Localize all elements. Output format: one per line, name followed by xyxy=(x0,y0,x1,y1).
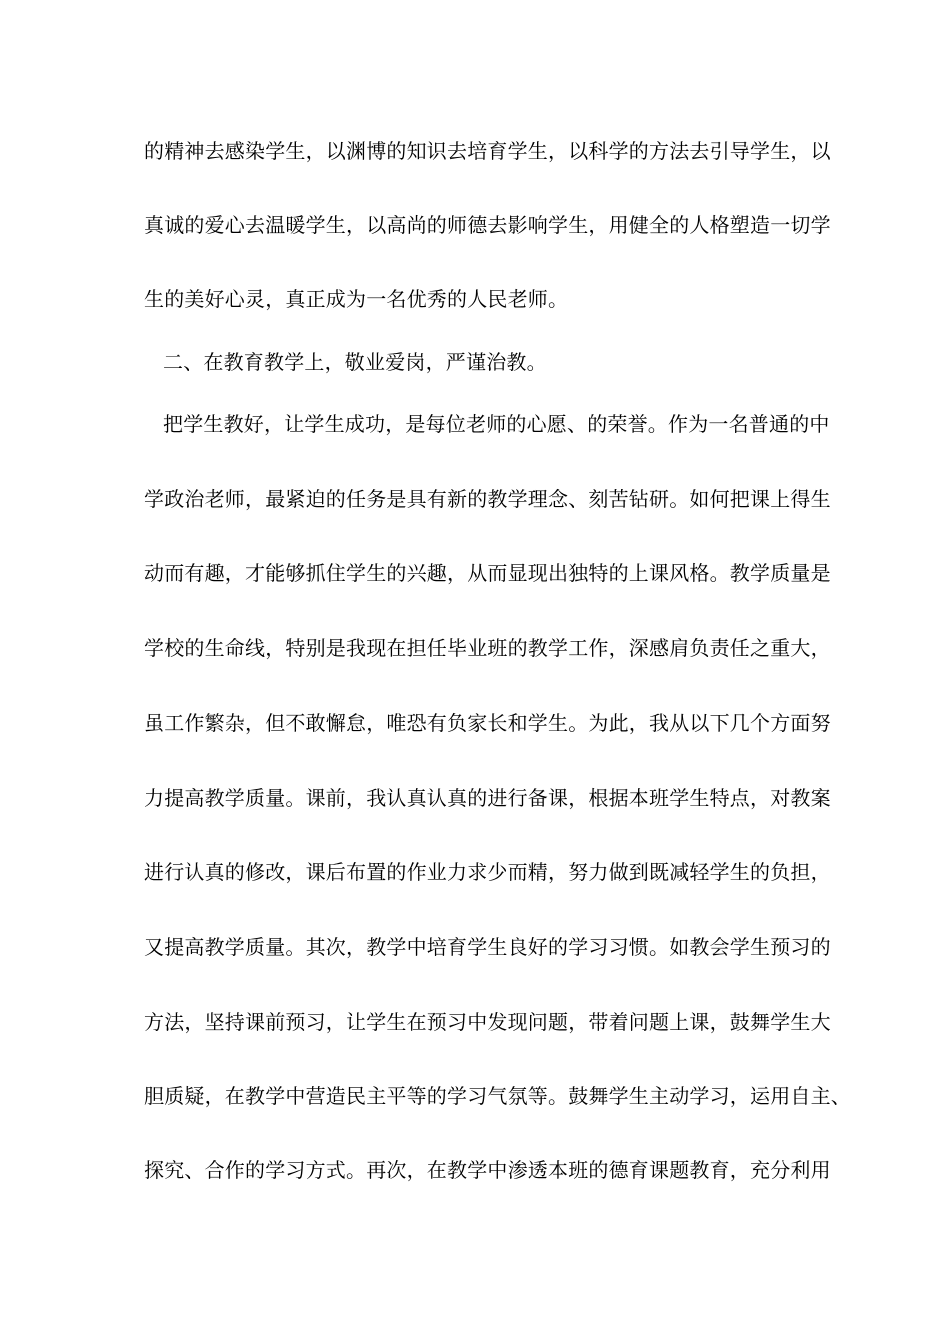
text-line-11: 进行认真的修改，课后布置的作业力求少而精，努力做到既减轻学生的负担， xyxy=(144,860,831,884)
text-line-2: 真诚的爱心去温暖学生，以高尚的师德去影响学生，用健全的人格塑造一切学 xyxy=(144,213,831,237)
text-line-7: 动而有趣，才能够抓住学生的兴趣，从而显现出独特的上课风格。教学质量是 xyxy=(144,561,831,585)
section-heading: 二、在教育教学上，敬业爱岗，严谨治教。 xyxy=(163,350,547,374)
text-line-14: 胆质疑，在教学中营造民主平等的学习气氛等。鼓舞学生主动学习，运用自主、 xyxy=(144,1084,851,1108)
text-line-12: 又提高教学质量。其次，教学中培育学生良好的学习习惯。如教会学生预习的 xyxy=(144,935,831,959)
text-line-8: 学校的生命线，特别是我现在担任毕业班的教学工作，深感肩负责任之重大， xyxy=(144,636,831,660)
text-line-9: 虽工作繁杂，但不敢懈怠，唯恐有负家长和学生。为此，我从以下几个方面努 xyxy=(144,711,831,735)
text-line-3: 生的美好心灵，真正成为一名优秀的人民老师。 xyxy=(144,287,569,311)
text-line-1: 的精神去感染学生，以渊博的知识去培育学生，以科学的方法去引导学生，以 xyxy=(144,139,831,163)
text-line-6: 学政治老师，最紧迫的任务是具有新的教学理念、刻苦钻研。如何把课上得生 xyxy=(144,487,831,511)
text-line-10: 力提高教学质量。课前，我认真认真的进行备课，根据本班学生特点，对教案 xyxy=(144,786,831,810)
text-line-13: 方法，坚持课前预习，让学生在预习中发现问题，带着问题上课，鼓舞学生大 xyxy=(144,1010,831,1034)
text-line-5: 把学生教好，让学生成功，是每位老师的心愿、的荣誉。作为一名普通的中 xyxy=(163,412,830,436)
text-line-15: 探究、合作的学习方式。再次，在教学中渗透本班的德育课题教育，充分利用 xyxy=(144,1158,831,1182)
